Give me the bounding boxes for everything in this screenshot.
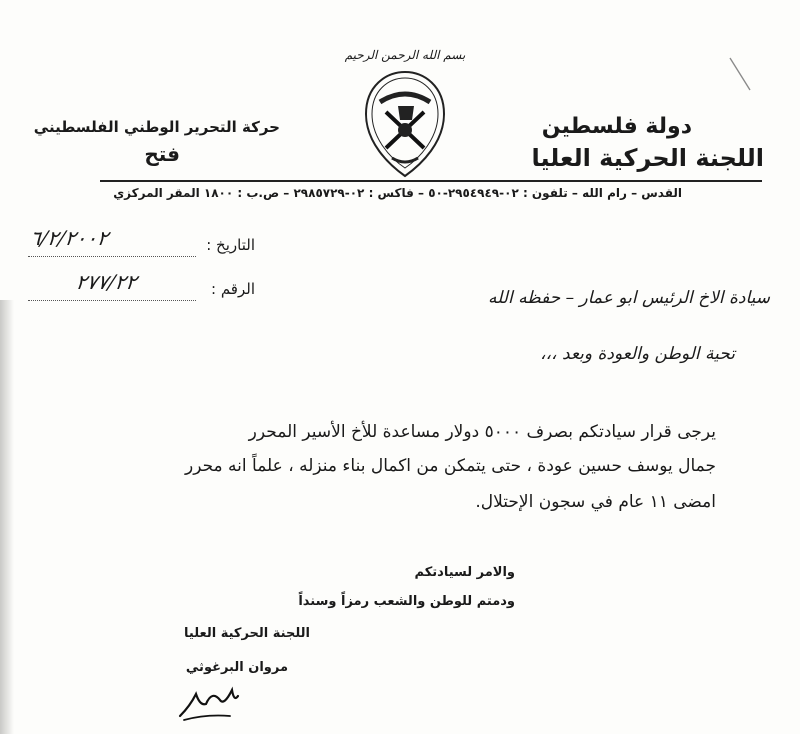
header-divider bbox=[100, 180, 762, 182]
movement-short-name: فتح bbox=[144, 142, 180, 166]
closing-line-2: ودمتم للوطن والشعب رمزاً وسنداً bbox=[298, 594, 515, 609]
salutation: سيادة الاخ الرئيس ابو عمار – حفظه الله bbox=[488, 288, 770, 308]
committee-name: اللجنة الحركية العليا bbox=[531, 144, 764, 172]
page-edge-shadow bbox=[0, 300, 14, 734]
body-line-3: امضى ١١ عام في سجون الإحتلال. bbox=[475, 492, 716, 512]
margin-pencil-mark bbox=[728, 56, 752, 92]
closing-line-1: والامر لسيادتكم bbox=[414, 565, 515, 580]
date-dotted-line bbox=[28, 256, 196, 257]
signatory-name: مروان البرغوثي bbox=[185, 660, 288, 675]
greeting: تحية الوطن والعودة وبعد ،،، bbox=[540, 344, 735, 364]
basmala: بسم الله الرحمن الرحيم bbox=[344, 48, 466, 62]
movement-name: حركة التحرير الوطني الفلسطيني bbox=[33, 118, 280, 136]
fatah-emblem bbox=[362, 68, 448, 180]
date-value: ٦/٢/٢٠٠٢ bbox=[28, 226, 110, 250]
state-name: دولة فلسطين bbox=[541, 114, 692, 139]
body-line-1: يرجى قرار سيادتكم بصرف ٥٠٠٠ دولار مساعدة للأخ الأسير المحرر bbox=[248, 422, 716, 442]
reference-value: ٢٧٧/٢٢ bbox=[74, 270, 139, 294]
handwritten-signature bbox=[176, 676, 242, 724]
signatory-title: اللجنة الحركية العليا bbox=[184, 626, 310, 641]
body-line-2: جمال يوسف حسين عودة ، حتى يتمكن من اكمال بناء منزله ، علماً انه محرر bbox=[184, 456, 716, 476]
date-label: التاريخ : bbox=[206, 236, 255, 254]
contact-line: القدس – رام الله – تلفون : ٠٢-٢٩٥٤٩٤٩-٥٠ – فاكس : ٠٢-٢٩٨٥٧٢٩ – ص.ب : ١٨٠٠ المقر المركزي bbox=[113, 186, 682, 200]
reference-dotted-line bbox=[28, 300, 196, 301]
reference-label: الرقم : bbox=[211, 280, 255, 298]
